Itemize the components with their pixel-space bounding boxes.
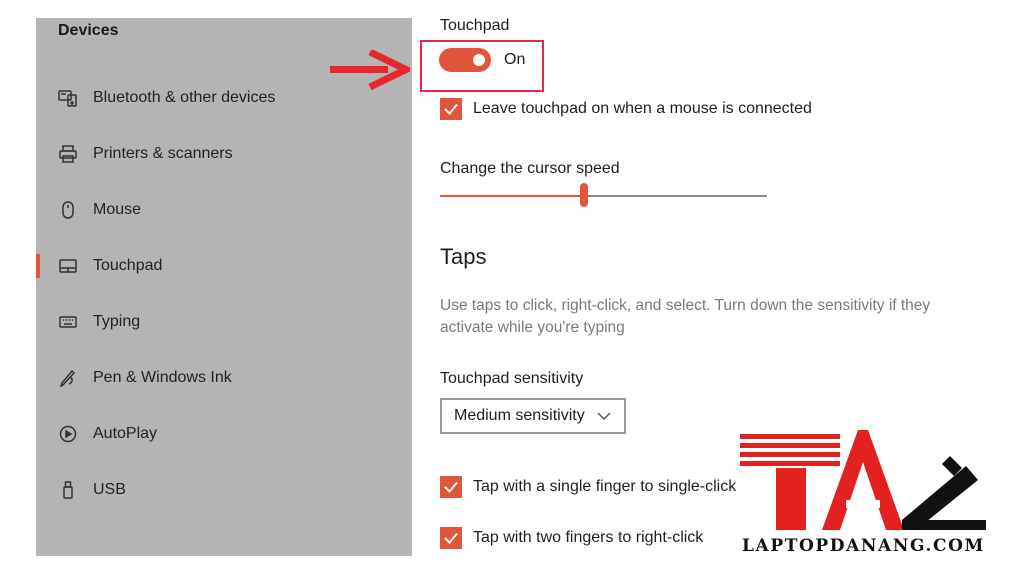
chevron-down-icon (597, 411, 611, 421)
sidebar-item-usb[interactable] (36, 470, 412, 510)
logo-mark-icon (740, 428, 998, 534)
logo-text: LAPTOPDANANG.COM (742, 536, 985, 556)
bluetooth-devices-icon (56, 86, 80, 110)
sidebar-item-label: USB (93, 481, 126, 498)
cursor-speed-label: Change the cursor speed (440, 160, 620, 177)
toggle-state-label: On (504, 51, 526, 68)
two-finger-tap-checkbox[interactable] (440, 527, 462, 549)
pen-icon (56, 366, 80, 390)
single-finger-tap-label: Tap with a single finger to single-click (473, 478, 737, 495)
sidebar-title: Devices (58, 22, 119, 39)
sidebar-item-label: Bluetooth & other devices (93, 89, 276, 106)
printer-icon (56, 142, 80, 166)
sidebar-item-label: Pen & Windows Ink (93, 369, 232, 386)
touchpad-icon (56, 254, 80, 278)
cursor-speed-slider[interactable] (440, 195, 767, 197)
sensitivity-dropdown-value: Medium sensitivity (454, 407, 585, 424)
sidebar-item-typing[interactable] (36, 302, 412, 342)
sidebar-item-label: Printers & scanners (93, 145, 233, 162)
autoplay-icon (56, 422, 80, 446)
touchpad-toggle[interactable] (439, 48, 491, 72)
two-finger-tap-label: Tap with two fingers to right-click (473, 529, 704, 546)
annotation-arrow-icon (330, 50, 410, 90)
leave-touchpad-on-checkbox[interactable] (440, 98, 462, 120)
checkmark-icon (440, 98, 462, 120)
sidebar-item-label: Mouse (93, 201, 142, 218)
sidebar-item-label: Touchpad (93, 257, 163, 274)
sidebar-item-mouse[interactable] (36, 190, 412, 230)
taps-description-line1: Use taps to click, right-click, and select. Turn down the sensitivity if they (440, 297, 931, 314)
checkmark-icon (440, 476, 462, 498)
touchpad-heading: Touchpad (440, 17, 510, 34)
sidebar-item-pen[interactable] (36, 358, 412, 398)
sidebar (36, 18, 412, 556)
sidebar-item-printers[interactable] (36, 134, 412, 174)
cursor-speed-slider-fill (440, 195, 584, 197)
cursor-speed-slider-thumb[interactable] (580, 183, 588, 207)
keyboard-icon (56, 310, 80, 334)
sensitivity-label: Touchpad sensitivity (440, 370, 584, 387)
sidebar-item-label: AutoPlay (93, 425, 158, 442)
laptopdanang-logo (740, 428, 998, 560)
taps-heading: Taps (440, 244, 487, 269)
usb-icon (56, 478, 80, 502)
sidebar-item-label: Typing (93, 313, 141, 330)
sidebar-item-autoplay[interactable] (36, 414, 412, 454)
single-finger-tap-checkbox[interactable] (440, 476, 462, 498)
sensitivity-dropdown[interactable] (440, 398, 626, 434)
leave-touchpad-on-label: Leave touchpad on when a mouse is connected (473, 100, 812, 117)
sidebar-item-touchpad[interactable] (36, 246, 412, 286)
mouse-icon (56, 198, 80, 222)
taps-description-line2: activate while you're typing (440, 319, 625, 336)
checkmark-icon (440, 527, 462, 549)
